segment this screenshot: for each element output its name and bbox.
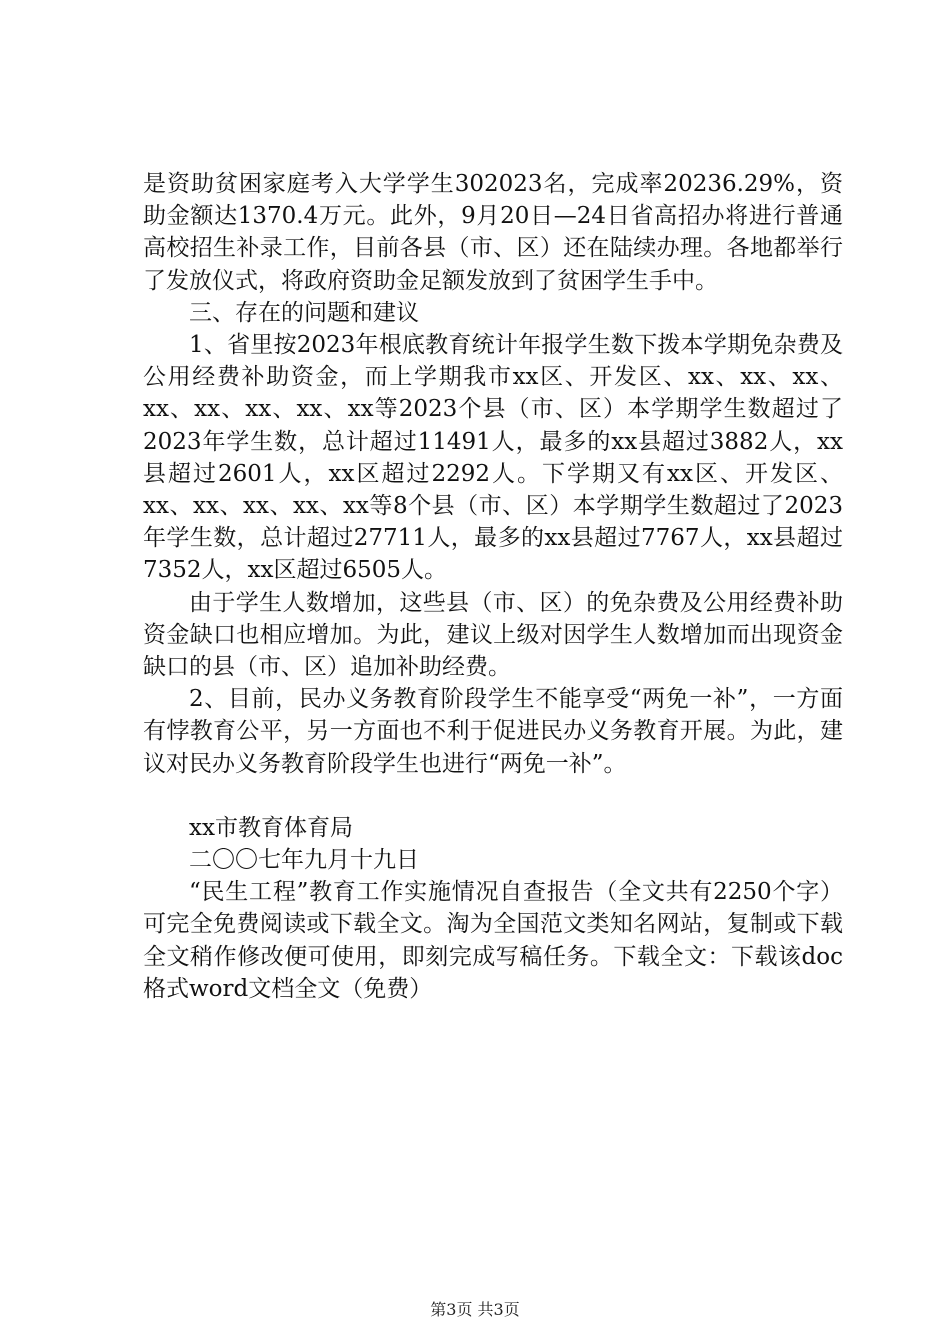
- signature-organization: xx市教育体育局: [189, 814, 353, 841]
- page-footer: 第3页 共3页: [430, 1300, 520, 1319]
- download-note: “民生工程”教育工作实施情况自查报告（全文共有2250个字）可完全免费阅读或下载全文。淘为全国范文类知名网站，复制或下载全文稍作修改便可使用，即刻完成写稿任务。下载全文：下载该doc格式word文档全文（免费）: [143, 879, 843, 1002]
- paragraph-problem-1: 1、省里按2023年根底教育统计年报学生数下拨本学期免杂费及公用经费补助资金，而上学期我市xx区、开发区、xx、xx、xx、xx、xx、xx、xx、xx等2023个县（市、区）本学期学生数超过了2023年学生数，总计超过11491人，最多的xx县超过3882人，xx县超过2601人，xx区超过2292人。下学期又有xx区、开发区、xx、xx、xx、xx、xx等8个县（市、区）本学期学生数超过了2023年学生数，总计超过27711人，最多的xx县超过7767人，xx县超过7352人，xx区超过6505人。: [143, 332, 843, 584]
- paragraph-problem-2: 2、目前，民办义务教育阶段学生不能享受“两免一补”，一方面有悖教育公平，另一方面也不利于促进民办义务教育开展。为此，建议对民办义务教育阶段学生也进行“两免一补”。: [143, 686, 843, 777]
- blank-line: [143, 780, 843, 812]
- paragraph-problem-1-suggestion: 由于学生人数增加，这些县（市、区）的免杂费及公用经费补助资金缺口也相应增加。为此，建议上级对因学生人数增加而出现资金缺口的县（市、区）追加补助经费。: [143, 589, 843, 681]
- paragraph-funding-summary: 是资助贫困家庭考入大学学生302023名，完成率20236.29%，资助金额达1370.4万元。此外，9月20日—24日省高招办将进行普通高校招生补录工作，目前各县（市、区）还在陆续办理。各地都举行了发放仪式，将政府资助金足额发放到了贫困学生手中。: [143, 171, 843, 294]
- section-heading-problems: 三、存在的问题和建议: [189, 299, 419, 326]
- document-body: [143, 168, 843, 1005]
- signature-date: 二〇〇七年九月十九日: [189, 847, 419, 874]
